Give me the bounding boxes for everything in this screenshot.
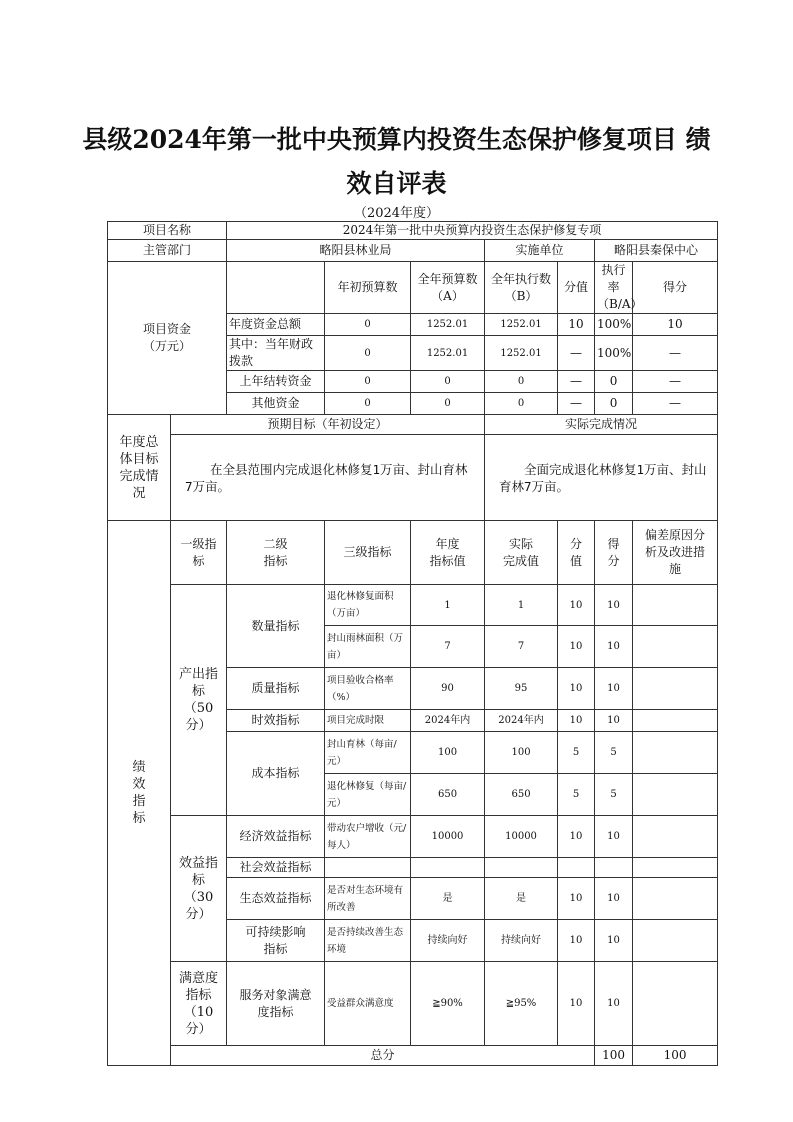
actual-cell: 7 xyxy=(485,626,558,668)
reason-cell xyxy=(633,585,718,626)
reason-cell xyxy=(633,668,718,710)
header-line: 指标值 xyxy=(429,553,466,568)
funds-row-exec: 1252.01 xyxy=(485,314,558,336)
total-score: 100 xyxy=(633,1046,718,1066)
goals-label xyxy=(108,415,171,521)
header-line: 偏差原因分 xyxy=(645,528,706,542)
funds-row-score: — xyxy=(633,336,718,371)
score-cell: 10 xyxy=(595,585,633,626)
score-cell: 10 xyxy=(595,962,633,1046)
target-cell: 90 xyxy=(411,668,485,710)
perf-side-label-char: 绩 xyxy=(132,760,146,775)
perf-header-l3: 三级指标 xyxy=(325,521,411,585)
perf-header-l2 xyxy=(227,521,325,585)
target-cell: 2024年内 xyxy=(411,710,485,732)
l2-social: 社会效益指标 xyxy=(227,858,325,878)
target-cell: 650 xyxy=(411,774,485,816)
goals-actual-header: 实际完成情况 xyxy=(485,415,718,435)
perf-header-actual xyxy=(485,521,558,585)
header-line: 得 xyxy=(607,536,620,551)
evaluation-table xyxy=(107,221,718,1066)
project-name-label: 项目名称 xyxy=(108,222,227,240)
reason-cell xyxy=(633,732,718,774)
funds-row-budget: 1252.01 xyxy=(411,314,485,336)
header-line: 实际 xyxy=(509,536,534,551)
funds-row-budget: 1252.01 xyxy=(411,336,485,371)
dept-value: 略阳县林业局 xyxy=(227,240,485,262)
target-cell: 是 xyxy=(411,878,485,920)
funds-row-plan: 0 xyxy=(325,314,411,336)
score-cell: 10 xyxy=(595,626,633,668)
score-cell: 10 xyxy=(595,878,633,920)
l2-sustain xyxy=(227,920,325,962)
l2-quality: 质量指标 xyxy=(227,668,325,710)
header-line: 一级指 xyxy=(180,536,217,551)
label-line: 分） xyxy=(185,1021,212,1037)
actual-cell: 1 xyxy=(485,585,558,626)
label-line: （50 xyxy=(183,701,214,716)
label-line: （30 xyxy=(183,889,214,905)
l2-service xyxy=(227,962,325,1046)
document-title xyxy=(60,118,733,206)
funds-row-plan: 0 xyxy=(325,336,411,371)
reason-cell xyxy=(633,774,718,816)
dept-label: 主管部门 xyxy=(108,240,227,262)
funds-header-plan: 年初预算数 xyxy=(325,262,411,314)
funds-row-full: — xyxy=(558,336,595,371)
header-line: 完成值 xyxy=(503,553,540,568)
label-line: 效益指 xyxy=(179,855,219,871)
goals-label-line: 完成情 xyxy=(119,468,159,484)
l3-cell: 项目验收合格率（%） xyxy=(325,668,411,710)
funds-row-rate: 0 xyxy=(595,393,633,415)
perf-side-label-char: 效 xyxy=(132,777,146,792)
l3-cell: 受益群众满意度 xyxy=(325,962,411,1046)
funds-row-full: — xyxy=(558,393,595,415)
funds-row-exec: 0 xyxy=(485,371,558,393)
goals-actual-text: 全面完成退化林修复1万亩、封山育林7万亩。 xyxy=(485,435,718,521)
funds-label xyxy=(108,262,227,415)
label-line: 满意度 xyxy=(179,970,219,986)
goals-label-line: 况 xyxy=(132,485,146,501)
goals-label-line: 年度总 xyxy=(119,434,159,450)
target-cell: ≧90% xyxy=(411,962,485,1046)
full-cell: 10 xyxy=(558,920,595,962)
full-cell: 10 xyxy=(558,816,595,858)
actual-cell: 650 xyxy=(485,774,558,816)
label-line: 标 xyxy=(192,684,206,699)
title-line-2: 效自评表 xyxy=(346,169,447,198)
funds-row-score: — xyxy=(633,371,718,393)
funds-label-2: （万元） xyxy=(143,339,192,353)
reason-cell xyxy=(633,710,718,732)
funds-label-1: 项目资金 xyxy=(143,322,192,336)
target-cell xyxy=(411,858,485,878)
funds-row-plan: 0 xyxy=(325,371,411,393)
perf-side-label xyxy=(108,521,171,1066)
perf-side-label-char: 标 xyxy=(132,811,146,826)
funds-blank-header xyxy=(227,262,325,314)
l3-cell: 项目完成时限 xyxy=(325,710,411,732)
target-cell: 1 xyxy=(411,585,485,626)
label-line: 指标 xyxy=(185,987,212,1003)
funds-row-score: — xyxy=(633,393,718,415)
label-line: 度指标 xyxy=(257,1004,294,1019)
label-line: 分） xyxy=(185,718,212,733)
header-line: 标 xyxy=(192,553,205,568)
label-line: 可持续影响 xyxy=(245,924,306,939)
perf-header-full xyxy=(558,521,595,585)
score-cell: 10 xyxy=(595,668,633,710)
l3-cell: 退化林修复（每亩/元） xyxy=(325,774,411,816)
reason-cell xyxy=(633,816,718,858)
full-cell: 10 xyxy=(558,710,595,732)
l3-cell: 封山雨林面积（万亩） xyxy=(325,626,411,668)
funds-row-full: 10 xyxy=(558,314,595,336)
header-line: 二级 xyxy=(263,536,288,551)
funds-row-full: — xyxy=(558,371,595,393)
header-line: 年度 xyxy=(435,536,460,551)
perf-header-score xyxy=(595,521,633,585)
funds-row-plan: 0 xyxy=(325,393,411,415)
actual-cell: 持续向好 xyxy=(485,920,558,962)
impl-value: 略阳县秦保中心 xyxy=(595,240,718,262)
project-name: 2024年第一批中央预算内投资生态保护修复专项 xyxy=(227,222,718,240)
header-line: 分 xyxy=(607,553,620,568)
reason-cell xyxy=(633,626,718,668)
funds-row-budget: 0 xyxy=(411,371,485,393)
score-cell: 10 xyxy=(595,920,633,962)
funds-header-budget: 全年预算数（A） xyxy=(411,262,485,314)
funds-row-rate: 100% xyxy=(595,336,633,371)
full-cell: 10 xyxy=(558,626,595,668)
impl-label: 实施单位 xyxy=(485,240,595,262)
goals-label-line: 体目标 xyxy=(119,451,159,467)
full-cell: 5 xyxy=(558,774,595,816)
label-line: 产出指 xyxy=(179,667,219,682)
actual-cell: 95 xyxy=(485,668,558,710)
actual-cell: 是 xyxy=(485,878,558,920)
label-line: 服务对象满意 xyxy=(239,987,312,1002)
target-cell: 10000 xyxy=(411,816,485,858)
funds-row-score: 10 xyxy=(633,314,718,336)
l3-cell: 是否对生态环境有所改善 xyxy=(325,878,411,920)
title-line-1: 县级2024年第一批中央预算内投资生态保护修复项目 绩 xyxy=(82,125,711,154)
header-line: 分 xyxy=(570,536,583,551)
header-line: 指标 xyxy=(263,553,288,568)
total-full: 100 xyxy=(595,1046,633,1066)
satisfaction-label xyxy=(171,962,227,1046)
l2-cost: 成本指标 xyxy=(227,732,325,816)
perf-header-reason xyxy=(633,521,718,585)
actual-cell xyxy=(485,858,558,878)
l2-economic: 经济效益指标 xyxy=(227,816,325,858)
l2-time: 时效指标 xyxy=(227,710,325,732)
l3-cell: 退化林修复面积（万亩） xyxy=(325,585,411,626)
perf-header-l1 xyxy=(171,521,227,585)
year-label: （2024年度） xyxy=(353,206,440,221)
target-cell: 持续向好 xyxy=(411,920,485,962)
score-cell: 5 xyxy=(595,774,633,816)
score-cell: 10 xyxy=(595,816,633,858)
total-label: 总分 xyxy=(171,1046,595,1066)
reason-cell xyxy=(633,962,718,1046)
label-line: 标 xyxy=(192,872,206,888)
funds-row-exec: 0 xyxy=(485,393,558,415)
perf-side-label-char: 指 xyxy=(132,794,146,809)
benefit-label xyxy=(171,816,227,962)
actual-cell: 10000 xyxy=(485,816,558,858)
label-line: 指标 xyxy=(263,941,288,956)
goals-expected-header: 预期目标（年初设定） xyxy=(171,415,485,435)
funds-row-name: 上年结转资金 xyxy=(227,371,325,393)
header-line: 施 xyxy=(669,562,682,576)
funds-row-rate: 0 xyxy=(595,371,633,393)
label-line: 分） xyxy=(185,906,212,922)
actual-cell: ≧95% xyxy=(485,962,558,1046)
funds-row-name: 其中：当年财政拨款 xyxy=(227,336,325,371)
actual-cell: 100 xyxy=(485,732,558,774)
score-cell: 10 xyxy=(595,710,633,732)
funds-row-rate: 100% xyxy=(595,314,633,336)
header-line: 析及改进措 xyxy=(645,545,706,559)
perf-header-target xyxy=(411,521,485,585)
full-cell xyxy=(558,858,595,878)
full-cell: 10 xyxy=(558,878,595,920)
score-cell: 5 xyxy=(595,732,633,774)
score-cell xyxy=(595,858,633,878)
reason-cell xyxy=(633,858,718,878)
actual-cell: 2024年内 xyxy=(485,710,558,732)
goals-expected-text: 在全县范围内完成退化林修复1万亩、封山育林7万亩。 xyxy=(171,435,485,521)
funds-header-exec: 全年执行数（B） xyxy=(485,262,558,314)
funds-header-score: 得分 xyxy=(633,262,718,314)
output-label xyxy=(171,585,227,816)
reason-cell xyxy=(633,920,718,962)
l2-quantity: 数量指标 xyxy=(227,585,325,668)
reason-cell xyxy=(633,878,718,920)
funds-row-name: 年度资金总额 xyxy=(227,314,325,336)
full-cell: 5 xyxy=(558,732,595,774)
l3-cell xyxy=(325,858,411,878)
label-line: （10 xyxy=(183,1004,214,1020)
target-cell: 7 xyxy=(411,626,485,668)
funds-row-name: 其他资金 xyxy=(227,393,325,415)
full-cell: 10 xyxy=(558,585,595,626)
funds-header-rate: 执行率（B/A） xyxy=(595,262,633,314)
funds-header-full: 分值 xyxy=(558,262,595,314)
funds-row-exec: 1252.01 xyxy=(485,336,558,371)
l3-cell: 带动农户增收（元/每人） xyxy=(325,816,411,858)
target-cell: 100 xyxy=(411,732,485,774)
full-cell: 10 xyxy=(558,668,595,710)
l3-cell: 是否持续改善生态环境 xyxy=(325,920,411,962)
funds-row-budget: 0 xyxy=(411,393,485,415)
header-line: 值 xyxy=(570,553,583,568)
l3-cell: 封山育林（每亩/元） xyxy=(325,732,411,774)
full-cell: 10 xyxy=(558,962,595,1046)
l2-eco: 生态效益指标 xyxy=(227,878,325,920)
